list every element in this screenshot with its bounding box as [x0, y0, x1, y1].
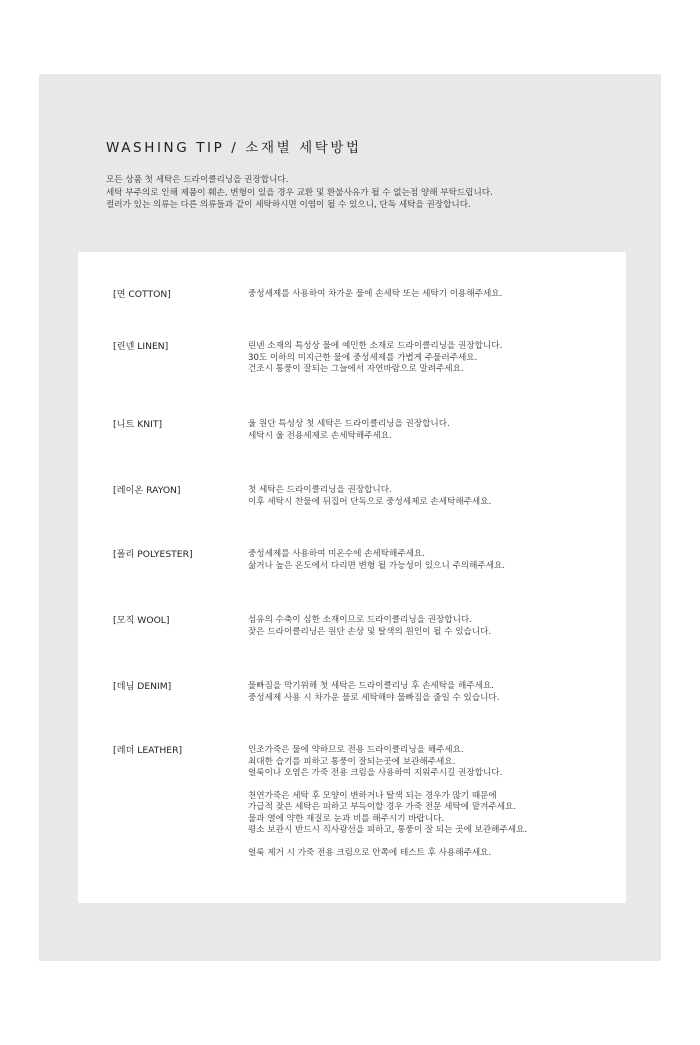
description-line: 삶거나 높은 온도에서 다리면 변형 될 가능성이 있으니 주의해주세요. [248, 560, 506, 571]
material-description [248, 485, 618, 508]
intro-line: 세탁 부주의로 인해 제품이 훼손, 변형이 있을 경우 교환 및 환불사유가 될 수 없는점 양해 부탁드립니다. [106, 187, 493, 198]
intro-text [106, 174, 646, 212]
description-line: 첫 세탁은 드라이클리닝을 권장합니다. [248, 485, 392, 495]
material-care-card [78, 252, 626, 903]
material-label: [린넨 LINEN] [113, 341, 169, 352]
description-line: 가급적 잦은 세탁은 피하고 부득이할 경우 가죽 전문 세탁에 맡겨주세요. [248, 802, 517, 812]
description-line: 물빠짐을 막기위해 첫 세탁은 드라이클리닝 후 손세탁을 해주세요. [248, 681, 494, 691]
material-label: [폴리 POLYESTER] [113, 549, 193, 560]
material-description [248, 419, 618, 442]
description-line: 중성세제 사용 시 차가운 물로 세탁해야 물빠짐을 줄일 수 있습니다. [248, 692, 500, 703]
washing-tip-panel [39, 74, 661, 961]
description-line: 이후 세탁시 찬물에 뒤집어 단독으로 중성세제로 손세탁해주세요. [248, 496, 492, 507]
description-line: 중성세제를 사용하여 미온수에 손세탁해주세요. [248, 549, 425, 559]
material-label: [레더 LEATHER] [113, 745, 183, 756]
description-line: 울 원단 특성상 첫 세탁은 드라이클리닝을 권장합니다. [248, 419, 450, 429]
material-label: [데님 DENIM] [113, 681, 172, 692]
description-line: 건조시 통풍이 잘되는 그늘에서 자연바람으로 말려주세요. [248, 364, 464, 374]
paragraph-spacer [248, 780, 618, 791]
page-title: WASHING TIP / 소재별 세탁방법 [106, 140, 362, 156]
intro-line: 컬러가 있는 의류는 다른 의류들과 같이 세탁하시면 이염이 될 수 있으니, 단독 세탁을 권장합니다. [106, 200, 471, 210]
description-line: 얼룩이나 오염은 가죽 전용 크림을 사용하여 지워주시길 권장합니다. [248, 768, 503, 778]
paragraph-spacer [248, 837, 618, 848]
description-line: 30도 이하의 미지근한 물에 중성세제를 가볍게 주물러주세요. [248, 352, 478, 363]
intro-line: 모든 상품 첫 세탁은 드라이클리닝을 권장합니다. [106, 175, 289, 185]
description-line: 섬유의 수축이 심한 소재이므로 드라이클리닝을 권장합니다. [248, 615, 472, 625]
material-description [248, 289, 618, 301]
description-line: 중성세제를 사용하여 차가운 물에 손세탁 또는 세탁기 이용해주세요. [248, 289, 503, 299]
material-label: [면 COTTON] [113, 289, 171, 300]
description-line: 물과 열에 약한 재질로 눈과 비를 해주시기 바랍니다. [248, 813, 445, 824]
description-line: 잦은 드라이클리닝은 원단 손상 및 탈색의 원인이 될 수 있습니다. [248, 626, 492, 637]
material-description [248, 615, 618, 638]
description-line: 천연가죽은 세탁 후 모양이 변하거나 탈색 되는 경우가 많기 때문에 [248, 790, 497, 801]
description-line: 인조가죽은 물에 약하므로 전용 드라이클리닝을 해주세요. [248, 745, 464, 755]
description-line: 최대한 습기를 피하고 통풍이 잘되는곳에 보관해주세요. [248, 756, 456, 767]
material-label: [레이온 RAYON] [113, 485, 181, 496]
material-description [248, 681, 618, 704]
description-line: 얼룩 제거 시 가죽 전용 크림으로 안쪽에 테스트 후 사용해주세요. [248, 847, 492, 858]
description-line: 평소 보관시 반드시 직사광선을 피하고, 통풍이 잘 되는 곳에 보관해주세요. [248, 825, 528, 835]
material-label: [니트 KNIT] [113, 419, 163, 430]
material-description [248, 745, 618, 859]
material-description [248, 549, 618, 572]
description-line: 린넨 소재의 특성상 물에 예민한 소재로 드라이클리닝을 권장합니다. [248, 341, 503, 351]
material-label: [모직 WOOL] [113, 615, 170, 626]
material-description [248, 341, 618, 376]
description-line: 세탁시 울 전용세제로 손세탁해주세요. [248, 430, 392, 441]
